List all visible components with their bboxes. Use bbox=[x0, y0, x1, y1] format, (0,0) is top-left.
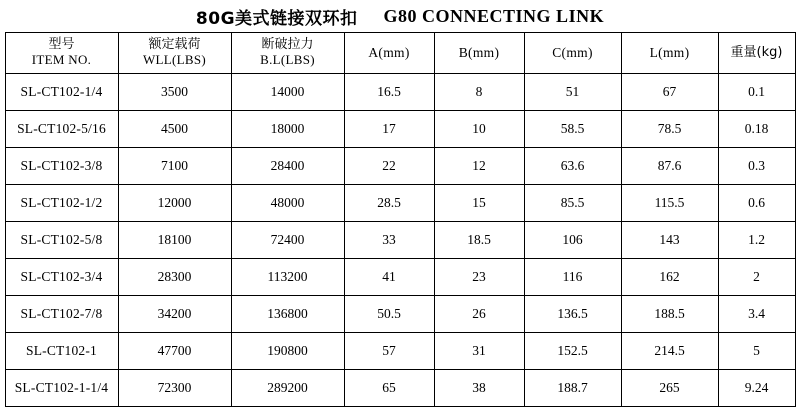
cell-weight: 9.24 bbox=[718, 370, 795, 407]
cell-weight: 0.3 bbox=[718, 148, 795, 185]
cell-a: 65 bbox=[344, 370, 434, 407]
column-header-wll-en: WLL(LBS) bbox=[142, 52, 207, 67]
cell-bl: 48000 bbox=[231, 185, 344, 222]
page-title-chinese: 80G美式链接双环扣 bbox=[195, 8, 358, 29]
cell-b: 23 bbox=[434, 259, 524, 296]
table-body bbox=[5, 74, 795, 407]
column-header-b bbox=[434, 33, 524, 74]
cell-wll: 34200 bbox=[118, 296, 231, 333]
cell-c: 85.5 bbox=[524, 185, 621, 222]
cell-b: 10 bbox=[434, 111, 524, 148]
column-header-a-label: A(mm) bbox=[368, 45, 410, 61]
cell-l: 188.5 bbox=[621, 296, 718, 333]
table-row bbox=[5, 259, 795, 296]
cell-c: 116 bbox=[524, 259, 621, 296]
cell-wll: 3500 bbox=[118, 74, 231, 111]
cell-b: 31 bbox=[434, 333, 524, 370]
table-row bbox=[5, 333, 795, 370]
cell-bl: 14000 bbox=[231, 74, 344, 111]
cell-item-no: SL-CT102-1 bbox=[5, 333, 118, 370]
cell-item-no: SL-CT102-3/4 bbox=[5, 259, 118, 296]
cell-weight: 0.1 bbox=[718, 74, 795, 111]
cell-b: 38 bbox=[434, 370, 524, 407]
table-row bbox=[5, 111, 795, 148]
table-row bbox=[5, 296, 795, 333]
cell-weight: 5 bbox=[718, 333, 795, 370]
cell-wll: 72300 bbox=[118, 370, 231, 407]
column-header-a bbox=[344, 33, 434, 74]
cell-weight: 1.2 bbox=[718, 222, 795, 259]
cell-c: 58.5 bbox=[524, 111, 621, 148]
cell-item-no: SL-CT102-1-1/4 bbox=[5, 370, 118, 407]
table-row bbox=[5, 74, 795, 111]
cell-a: 28.5 bbox=[344, 185, 434, 222]
cell-l: 87.6 bbox=[621, 148, 718, 185]
specification-table bbox=[5, 32, 796, 407]
cell-a: 41 bbox=[344, 259, 434, 296]
column-header-weight-label: 重量(kg) bbox=[730, 44, 783, 60]
cell-a: 50.5 bbox=[344, 296, 434, 333]
cell-bl: 28400 bbox=[231, 148, 344, 185]
cell-wll: 7100 bbox=[118, 148, 231, 185]
column-header-l-label: L(mm) bbox=[649, 45, 690, 61]
cell-item-no: SL-CT102-1/4 bbox=[5, 74, 118, 111]
cell-bl: 18000 bbox=[231, 111, 344, 148]
page-title bbox=[0, 0, 800, 32]
cell-c: 136.5 bbox=[524, 296, 621, 333]
cell-wll: 12000 bbox=[118, 185, 231, 222]
cell-bl: 289200 bbox=[231, 370, 344, 407]
cell-c: 106 bbox=[524, 222, 621, 259]
cell-l: 67 bbox=[621, 74, 718, 111]
column-header-bl-cn: 断破拉力 bbox=[261, 37, 314, 53]
cell-c: 188.7 bbox=[524, 370, 621, 407]
cell-l: 143 bbox=[621, 222, 718, 259]
column-header-b-label: B(mm) bbox=[458, 45, 500, 61]
cell-item-no: SL-CT102-3/8 bbox=[5, 148, 118, 185]
cell-l: 214.5 bbox=[621, 333, 718, 370]
cell-wll: 28300 bbox=[118, 259, 231, 296]
column-header-wll-cn: 额定载荷 bbox=[148, 37, 201, 53]
cell-wll: 47700 bbox=[118, 333, 231, 370]
cell-a: 17 bbox=[344, 111, 434, 148]
cell-bl: 190800 bbox=[231, 333, 344, 370]
cell-weight: 2 bbox=[718, 259, 795, 296]
cell-b: 12 bbox=[434, 148, 524, 185]
cell-bl: 72400 bbox=[231, 222, 344, 259]
cell-weight: 0.6 bbox=[718, 185, 795, 222]
table-header bbox=[5, 33, 795, 74]
table-row bbox=[5, 148, 795, 185]
cell-l: 115.5 bbox=[621, 185, 718, 222]
column-header-l bbox=[621, 33, 718, 74]
column-header-bl bbox=[231, 33, 344, 74]
column-header-weight bbox=[718, 33, 795, 74]
cell-bl: 113200 bbox=[231, 259, 344, 296]
cell-c: 63.6 bbox=[524, 148, 621, 185]
cell-weight: 0.18 bbox=[718, 111, 795, 148]
cell-wll: 4500 bbox=[118, 111, 231, 148]
cell-wll: 18100 bbox=[118, 222, 231, 259]
cell-a: 57 bbox=[344, 333, 434, 370]
cell-l: 265 bbox=[621, 370, 718, 407]
cell-weight: 3.4 bbox=[718, 296, 795, 333]
cell-item-no: SL-CT102-5/16 bbox=[5, 111, 118, 148]
cell-item-no: SL-CT102-1/2 bbox=[5, 185, 118, 222]
cell-a: 22 bbox=[344, 148, 434, 185]
column-header-wll bbox=[118, 33, 231, 74]
cell-a: 33 bbox=[344, 222, 434, 259]
cell-c: 51 bbox=[524, 74, 621, 111]
column-header-c bbox=[524, 33, 621, 74]
cell-b: 8 bbox=[434, 74, 524, 111]
header-row bbox=[5, 33, 795, 74]
column-header-item-no-en: ITEM NO. bbox=[31, 52, 92, 67]
column-header-bl-en: B.L(LBS) bbox=[260, 52, 315, 67]
cell-b: 26 bbox=[434, 296, 524, 333]
cell-l: 78.5 bbox=[621, 111, 718, 148]
cell-item-no: SL-CT102-5/8 bbox=[5, 222, 118, 259]
column-header-item-no bbox=[5, 33, 118, 74]
table-row bbox=[5, 185, 795, 222]
cell-b: 18.5 bbox=[434, 222, 524, 259]
cell-item-no: SL-CT102-7/8 bbox=[5, 296, 118, 333]
cell-c: 152.5 bbox=[524, 333, 621, 370]
cell-b: 15 bbox=[434, 185, 524, 222]
cell-l: 162 bbox=[621, 259, 718, 296]
cell-bl: 136800 bbox=[231, 296, 344, 333]
column-header-item-no-cn: 型号 bbox=[48, 37, 75, 53]
table-row bbox=[5, 370, 795, 407]
page-title-english: G80 CONNECTING LINK bbox=[383, 5, 605, 26]
column-header-c-label: C(mm) bbox=[552, 45, 593, 61]
table-row bbox=[5, 222, 795, 259]
cell-a: 16.5 bbox=[344, 74, 434, 111]
